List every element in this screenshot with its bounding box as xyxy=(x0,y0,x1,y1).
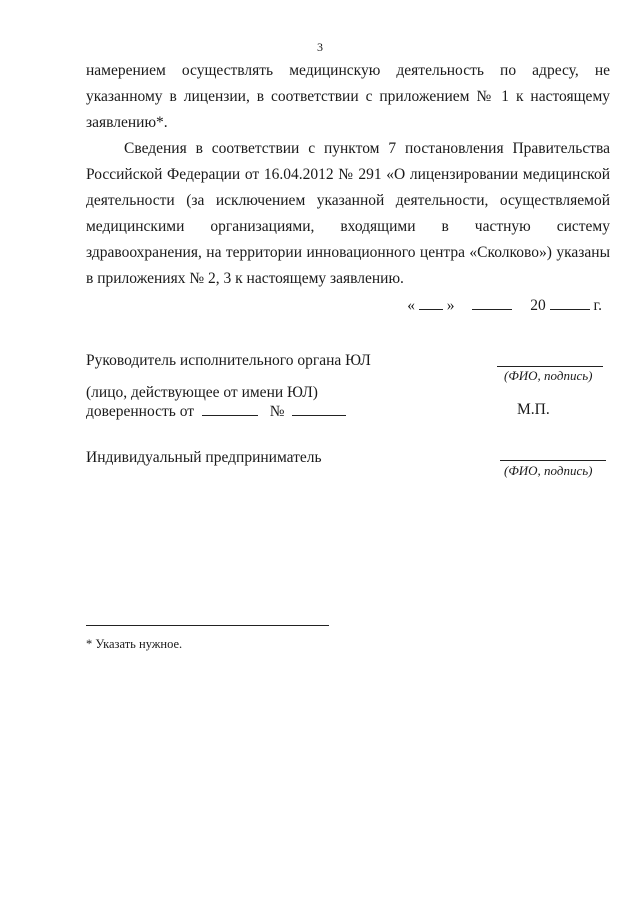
seal-label: М.П. xyxy=(517,401,550,418)
ip-signature-line xyxy=(500,460,606,461)
date-open-quote: « xyxy=(407,297,416,314)
date-year-prefix: 20 xyxy=(530,297,546,314)
date-year-suffix: г. xyxy=(593,297,602,314)
proxy-prefix: доверенность от xyxy=(86,403,195,420)
ip-signature-caption: (ФИО, подпись) xyxy=(504,463,593,478)
ip-label: Индивидуальный предприниматель xyxy=(86,449,322,466)
head-signature-caption: (ФИО, подпись) xyxy=(504,368,593,383)
proxy-number-sign: № xyxy=(269,403,285,420)
footnote-rule xyxy=(86,625,329,626)
paragraph-svedeniya: Сведения в соответствии с пунктом 7 постановления Правительства Российской Федерации от 16.04.2012 № 291 «О лицензировании медицинской деятельности (за исключением указанной деятельности, осуществляемой медицинскими организациями, входящими в частную систему здравоохранения, на территории инновационного центра «Сколково») указаны в приложениях № 2, 3 к настоящему заявлению. xyxy=(86,140,610,287)
page-number: 3 xyxy=(317,40,323,54)
proxy-line xyxy=(86,401,346,421)
body-text xyxy=(86,58,610,292)
proxy-number-blank xyxy=(292,401,346,416)
proxy-label: (лицо, действующее от имени ЮЛ) xyxy=(86,384,318,401)
date-line xyxy=(407,295,602,315)
footnote: * Указать нужное. xyxy=(86,637,183,651)
date-day-blank xyxy=(419,295,443,310)
date-month-blank xyxy=(472,295,512,310)
head-label: Руководитель исполнительного органа ЮЛ xyxy=(86,352,371,369)
date-year-blank xyxy=(550,295,590,310)
head-signature-line xyxy=(497,366,603,367)
paragraph-continuation: намерением осуществлять медицинскую деятельность по адресу, не указанному в лицензии, в соответствии с приложением № 1 к настоящему заявлению*. xyxy=(86,62,610,131)
date-close-quote: » xyxy=(446,297,455,314)
proxy-date-blank xyxy=(202,401,258,416)
